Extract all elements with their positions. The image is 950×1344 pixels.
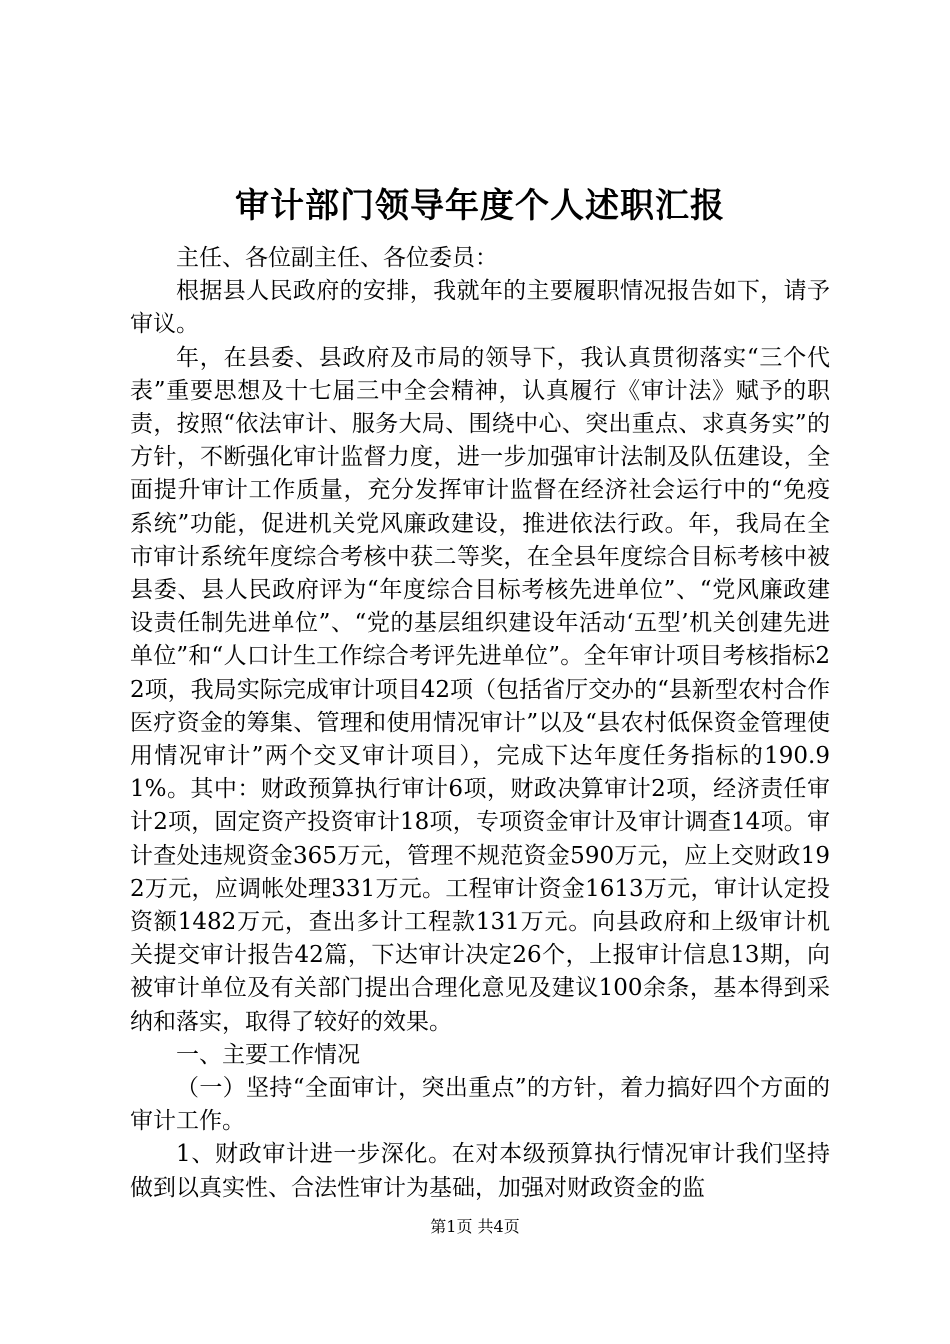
section-heading: 一、主要工作情况 — [176, 1041, 360, 1068]
salutation-paragraph: 主任、各位副主任、各位委员： — [176, 245, 498, 271]
summary-paragraph: 年，在县委、县政府及市局的领导下，我认真贯彻落实“三个代表”重要思想及十七届三中全会精神，认真履行《审计法》赋予的职责，按照“依法审计、服务大局、围绕中心、突出重点、求真务实”的方针，不断强化审计监督力度，进一步加强审计法制及队伍建设，全面提升审计工作质量，充分发挥审计监督在经济社会运行中的“免疫系统”功能，促进机关党风廉政建设，推进依法行政。年，我局在全市审计系统年度综合考核中获二等奖，在全县年度综合目标考核中被县委、县人民政府评为“年度综合目标考核先进单位”、“党风廉政建设责任制先进单位”、“党的基层组织建设年活动‘五型’机关创建先进单位”和“人口计生工作综合考评先进单位”。全年审计项目考核指标22项，我局实际完成审计项目42项（包括省厅交办的“县新型农村合作医疗资金的筹集、管理和使用情况审计”以及“县农村低保资金管理使用情况审计”两个交叉审计项目），完成下达年度任务指标的190.91%。其中：财政预算执行审计6项，财政决算审计2项，经济责任审计2项，固定资产投资审计18项，专项资金审计及审计调查14项。审计查处违规资金365万元，管理不规范资金590万元，应上交财政192万元，应调帐处理331万元。工程审计资金1613万元，审计认定投资额1482万元，查出多计工程款131万元。向县政府和上级审计机关提交审计报告42篇，下达审计决定26个，上报审计信息13期，向被审计单位及有关部门提出合理化意见及建议100余条，基本得到采纳和落实，取得了较好的效果。 — [130, 344, 830, 1035]
document-title: 审计部门领导年度个人述职汇报 — [235, 186, 725, 226]
document-page — [130, 180, 830, 1205]
page-footer: 第1页 共4页 — [430, 1217, 520, 1236]
intro-paragraph: 根据县人民政府的安排，我就年的主要履职情况报告如下，请予审议。 — [130, 278, 830, 338]
body-paragraph: 1、财政审计进一步深化。在对本级预算执行情况审计我们坚持做到以真实性、合法性审计为基础，加强对财政资金的监 — [130, 1141, 830, 1201]
subsection-heading: （一）坚持“全面审计，突出重点”的方针，着力搞好四个方面的审计工作。 — [130, 1075, 830, 1135]
